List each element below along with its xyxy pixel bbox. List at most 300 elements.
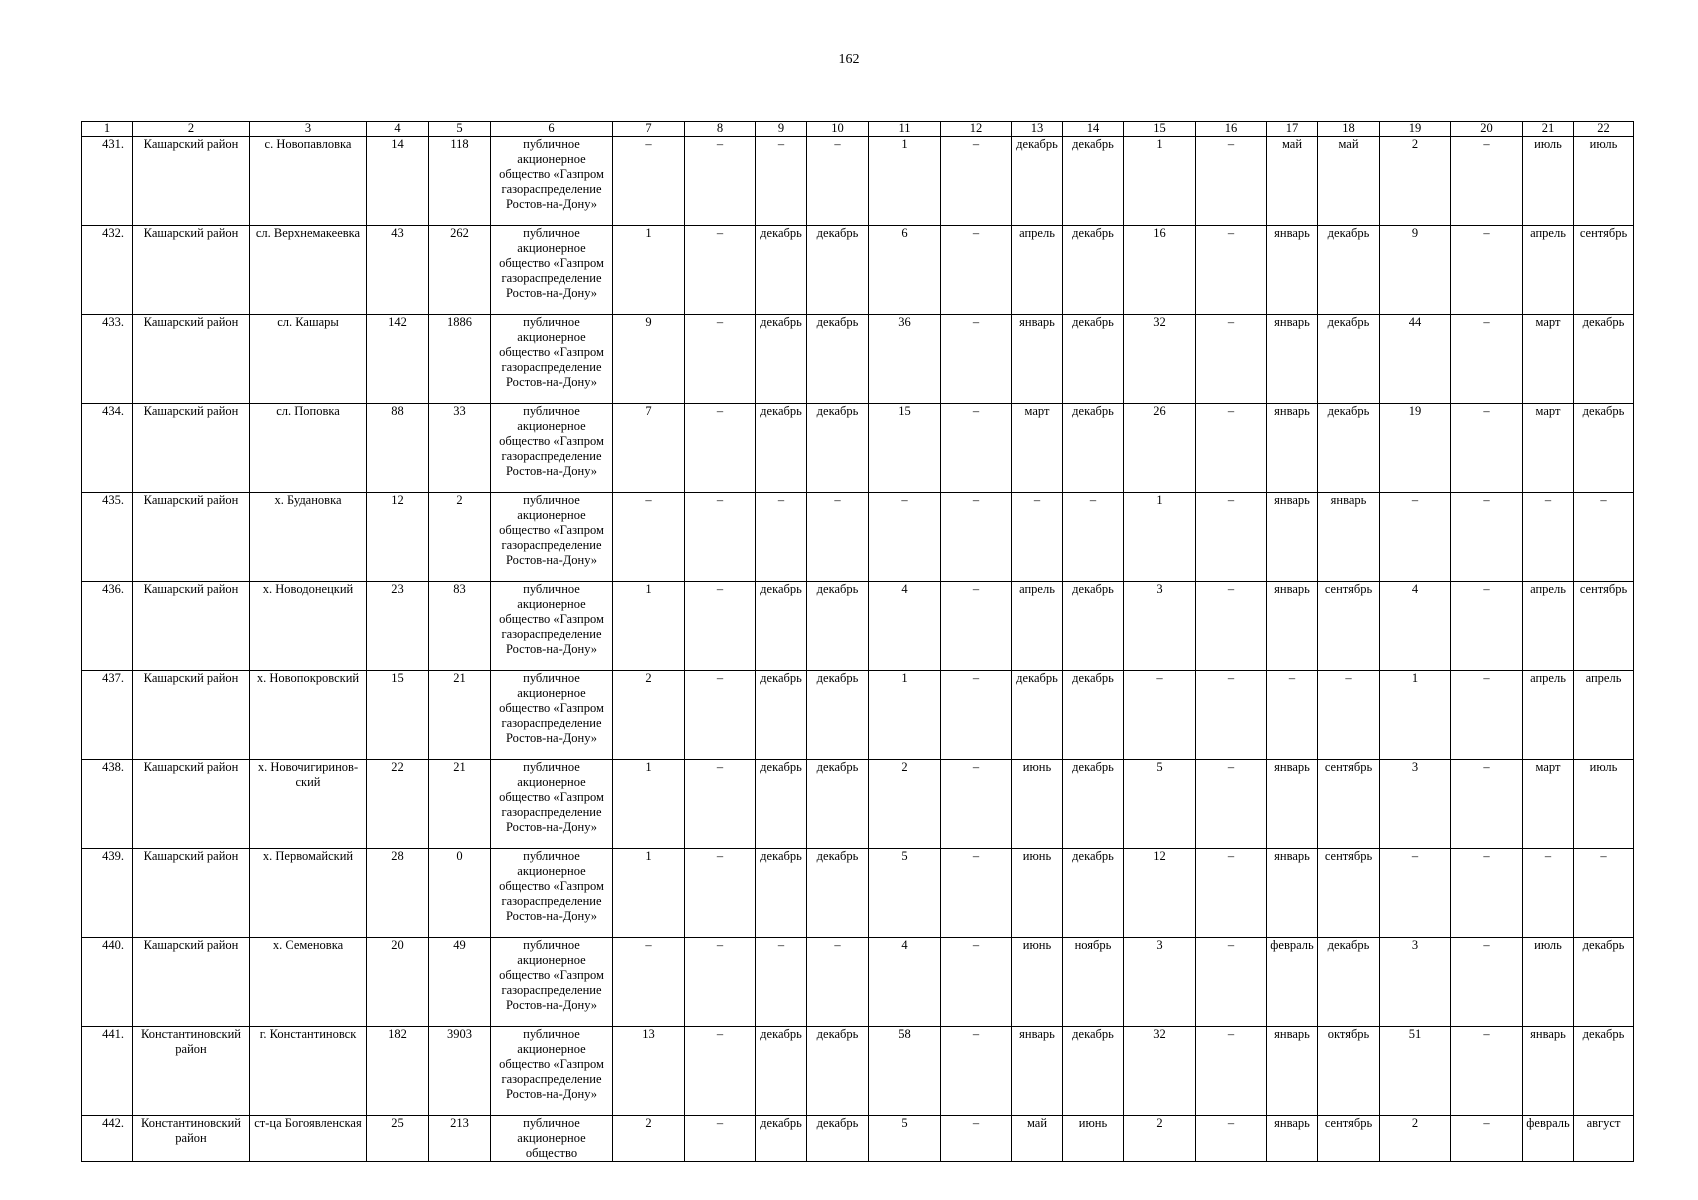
table-cell-col-14: декабрь bbox=[1063, 1027, 1124, 1116]
table-cell-col-20: – bbox=[1451, 1116, 1523, 1162]
table-cell-col-19: 44 bbox=[1380, 315, 1451, 404]
table-cell-col-7: 2 bbox=[613, 1116, 685, 1162]
table-cell-col-1: 439. bbox=[82, 849, 133, 938]
table-cell-col-20: – bbox=[1451, 760, 1523, 849]
table-cell-col-13: май bbox=[1012, 1116, 1063, 1162]
table-cell-col-8: – bbox=[685, 582, 756, 671]
table-cell-col-21: март bbox=[1523, 760, 1574, 849]
table-cell-col-20: – bbox=[1451, 315, 1523, 404]
table-cell-col-22: август bbox=[1574, 1116, 1634, 1162]
table-cell-col-11: 2 bbox=[869, 760, 941, 849]
table-cell-col-14: декабрь bbox=[1063, 760, 1124, 849]
column-header-2: 2 bbox=[133, 122, 250, 137]
table-cell-col-4: 22 bbox=[367, 760, 429, 849]
table-cell-col-13: декабрь bbox=[1012, 671, 1063, 760]
table-cell-col-14: декабрь bbox=[1063, 849, 1124, 938]
table-cell-col-10: декабрь bbox=[807, 760, 869, 849]
table-cell-col-10: – bbox=[807, 493, 869, 582]
table-cell-col-19: 3 bbox=[1380, 938, 1451, 1027]
table-cell-col-15: 3 bbox=[1124, 938, 1196, 1027]
table-cell-col-9: декабрь bbox=[756, 849, 807, 938]
table-cell-col-13: июнь bbox=[1012, 760, 1063, 849]
table-cell-col-4: 142 bbox=[367, 315, 429, 404]
table-row bbox=[82, 760, 1634, 849]
table-cell-col-13: апрель bbox=[1012, 226, 1063, 315]
column-header-3: 3 bbox=[250, 122, 367, 137]
table-cell-col-7: 1 bbox=[613, 760, 685, 849]
table-cell-col-17: январь bbox=[1267, 226, 1318, 315]
table-cell-col-14: июнь bbox=[1063, 1116, 1124, 1162]
table-cell-col-10: декабрь bbox=[807, 1027, 869, 1116]
table-cell-col-18: декабрь bbox=[1318, 404, 1380, 493]
column-header-4: 4 bbox=[367, 122, 429, 137]
table-cell-col-22: декабрь bbox=[1574, 938, 1634, 1027]
table-cell-col-16: – bbox=[1196, 760, 1267, 849]
column-header-13: 13 bbox=[1012, 122, 1063, 137]
table-cell-col-19: 9 bbox=[1380, 226, 1451, 315]
table-cell-col-2: Кашарский район bbox=[133, 671, 250, 760]
table-cell-col-6: публичное акционерное общество «Газпром газораспределение Ростов-на-Дону» bbox=[491, 226, 613, 315]
table-cell-col-3: х. Новодонецкий bbox=[250, 582, 367, 671]
table-cell-col-6: публичное акционерное общество «Газпром газораспределение Ростов-на-Дону» bbox=[491, 315, 613, 404]
table-cell-col-3: г. Константиновск bbox=[250, 1027, 367, 1116]
table-cell-col-11: 5 bbox=[869, 1116, 941, 1162]
column-header-22: 22 bbox=[1574, 122, 1634, 137]
table-cell-col-16: – bbox=[1196, 582, 1267, 671]
table-cell-col-12: – bbox=[941, 938, 1012, 1027]
table-cell-col-16: – bbox=[1196, 1027, 1267, 1116]
table-cell-col-11: – bbox=[869, 493, 941, 582]
table-cell-col-18: сентябрь bbox=[1318, 582, 1380, 671]
column-header-20: 20 bbox=[1451, 122, 1523, 137]
table-cell-col-1: 435. bbox=[82, 493, 133, 582]
table-cell-col-11: 4 bbox=[869, 582, 941, 671]
table-cell-col-13: апрель bbox=[1012, 582, 1063, 671]
table-cell-col-4: 14 bbox=[367, 137, 429, 226]
table-cell-col-15: 32 bbox=[1124, 1027, 1196, 1116]
table-cell-col-14: декабрь bbox=[1063, 137, 1124, 226]
table-cell-col-20: – bbox=[1451, 493, 1523, 582]
table-row bbox=[82, 1116, 1634, 1162]
table-cell-col-19: 2 bbox=[1380, 137, 1451, 226]
table-cell-col-2: Кашарский район bbox=[133, 849, 250, 938]
column-header-9: 9 bbox=[756, 122, 807, 137]
table-cell-col-6: публичное акционерное общество «Газпром газораспределение Ростов-на-Дону» bbox=[491, 582, 613, 671]
table-cell-col-8: – bbox=[685, 1116, 756, 1162]
table-cell-col-14: ноябрь bbox=[1063, 938, 1124, 1027]
table-cell-col-19: 51 bbox=[1380, 1027, 1451, 1116]
table-cell-col-1: 431. bbox=[82, 137, 133, 226]
table-cell-col-3: сл. Верхнемакеевка bbox=[250, 226, 367, 315]
table-cell-col-19: 2 bbox=[1380, 1116, 1451, 1162]
table-cell-col-7: – bbox=[613, 938, 685, 1027]
table-cell-col-5: 3903 bbox=[429, 1027, 491, 1116]
table-cell-col-16: – bbox=[1196, 849, 1267, 938]
column-number-row bbox=[82, 122, 1634, 137]
table-cell-col-6: публичное акционерное общество «Газпром газораспределение Ростов-на-Дону» bbox=[491, 493, 613, 582]
table-cell-col-9: декабрь bbox=[756, 1027, 807, 1116]
table-cell-col-19: 3 bbox=[1380, 760, 1451, 849]
column-header-12: 12 bbox=[941, 122, 1012, 137]
table-cell-col-13: январь bbox=[1012, 1027, 1063, 1116]
table-cell-col-22: – bbox=[1574, 493, 1634, 582]
table-cell-col-19: 19 bbox=[1380, 404, 1451, 493]
table-cell-col-2: Константиновский район bbox=[133, 1027, 250, 1116]
table-cell-col-11: 5 bbox=[869, 849, 941, 938]
column-header-5: 5 bbox=[429, 122, 491, 137]
table-cell-col-15: 3 bbox=[1124, 582, 1196, 671]
table-cell-col-12: – bbox=[941, 493, 1012, 582]
table-cell-col-5: 21 bbox=[429, 671, 491, 760]
table-cell-col-18: октябрь bbox=[1318, 1027, 1380, 1116]
table-cell-col-18: декабрь bbox=[1318, 226, 1380, 315]
table-cell-col-9: декабрь bbox=[756, 582, 807, 671]
table-cell-col-9: декабрь bbox=[756, 226, 807, 315]
table-cell-col-11: 58 bbox=[869, 1027, 941, 1116]
table-cell-col-4: 23 bbox=[367, 582, 429, 671]
table-cell-col-7: 1 bbox=[613, 849, 685, 938]
table-cell-col-6: публичное акционерное общество «Газпром газораспределение Ростов-на-Дону» bbox=[491, 938, 613, 1027]
table-cell-col-15: 5 bbox=[1124, 760, 1196, 849]
table-cell-col-14: декабрь bbox=[1063, 226, 1124, 315]
table-cell-col-5: 21 bbox=[429, 760, 491, 849]
column-header-8: 8 bbox=[685, 122, 756, 137]
table-cell-col-4: 182 bbox=[367, 1027, 429, 1116]
table-cell-col-20: – bbox=[1451, 671, 1523, 760]
table-cell-col-8: – bbox=[685, 938, 756, 1027]
table-cell-col-15: – bbox=[1124, 671, 1196, 760]
table-cell-col-11: 15 bbox=[869, 404, 941, 493]
table-cell-col-10: декабрь bbox=[807, 226, 869, 315]
table-row bbox=[82, 1027, 1634, 1116]
table-cell-col-3: х. Семеновка bbox=[250, 938, 367, 1027]
table-cell-col-8: – bbox=[685, 493, 756, 582]
table-cell-col-7: 2 bbox=[613, 671, 685, 760]
table-row bbox=[82, 582, 1634, 671]
table-cell-col-12: – bbox=[941, 582, 1012, 671]
table-cell-col-1: 442. bbox=[82, 1116, 133, 1162]
table-cell-col-6: публичное акционерное общество «Газпром газораспределение Ростов-на-Дону» bbox=[491, 137, 613, 226]
table-cell-col-1: 434. bbox=[82, 404, 133, 493]
table-cell-col-15: 1 bbox=[1124, 493, 1196, 582]
column-header-7: 7 bbox=[613, 122, 685, 137]
table-cell-col-3: х. Новочигиринов-ский bbox=[250, 760, 367, 849]
table-cell-col-22: декабрь bbox=[1574, 1027, 1634, 1116]
table-body bbox=[82, 137, 1634, 1162]
table-cell-col-5: 1886 bbox=[429, 315, 491, 404]
table-cell-col-5: 33 bbox=[429, 404, 491, 493]
table-cell-col-16: – bbox=[1196, 671, 1267, 760]
table-cell-col-9: декабрь bbox=[756, 404, 807, 493]
table-cell-col-8: – bbox=[685, 1027, 756, 1116]
table-row bbox=[82, 226, 1634, 315]
table-cell-col-19: 1 bbox=[1380, 671, 1451, 760]
table-cell-col-1: 433. bbox=[82, 315, 133, 404]
table-cell-col-20: – bbox=[1451, 849, 1523, 938]
table-cell-col-7: 9 bbox=[613, 315, 685, 404]
table-cell-col-21: июль bbox=[1523, 938, 1574, 1027]
table-cell-col-16: – bbox=[1196, 137, 1267, 226]
table-cell-col-12: – bbox=[941, 315, 1012, 404]
table-cell-col-10: декабрь bbox=[807, 849, 869, 938]
table-cell-col-14: декабрь bbox=[1063, 404, 1124, 493]
table-cell-col-17: январь bbox=[1267, 760, 1318, 849]
table-row bbox=[82, 315, 1634, 404]
table-cell-col-21: апрель bbox=[1523, 671, 1574, 760]
table-cell-col-4: 88 bbox=[367, 404, 429, 493]
table-cell-col-15: 1 bbox=[1124, 137, 1196, 226]
table-cell-col-4: 15 bbox=[367, 671, 429, 760]
table-cell-col-16: – bbox=[1196, 226, 1267, 315]
table-cell-col-18: сентябрь bbox=[1318, 760, 1380, 849]
column-header-15: 15 bbox=[1124, 122, 1196, 137]
column-header-6: 6 bbox=[491, 122, 613, 137]
table-cell-col-2: Кашарский район bbox=[133, 315, 250, 404]
table-cell-col-9: – bbox=[756, 493, 807, 582]
table-cell-col-6: публичное акционерное общество «Газпром газораспределение Ростов-на-Дону» bbox=[491, 404, 613, 493]
table-cell-col-22: июль bbox=[1574, 760, 1634, 849]
table-cell-col-20: – bbox=[1451, 137, 1523, 226]
table-cell-col-21: апрель bbox=[1523, 226, 1574, 315]
table-cell-col-22: – bbox=[1574, 849, 1634, 938]
table-cell-col-5: 0 bbox=[429, 849, 491, 938]
table-cell-col-19: – bbox=[1380, 849, 1451, 938]
table-cell-col-12: – bbox=[941, 671, 1012, 760]
table-cell-col-1: 438. bbox=[82, 760, 133, 849]
table-cell-col-22: сентябрь bbox=[1574, 582, 1634, 671]
table-cell-col-17: январь bbox=[1267, 493, 1318, 582]
table-cell-col-14: декабрь bbox=[1063, 315, 1124, 404]
table-cell-col-11: 4 bbox=[869, 938, 941, 1027]
table-cell-col-13: март bbox=[1012, 404, 1063, 493]
table-cell-col-15: 2 bbox=[1124, 1116, 1196, 1162]
table-cell-col-3: х. Будановка bbox=[250, 493, 367, 582]
table-cell-col-1: 441. bbox=[82, 1027, 133, 1116]
table-cell-col-12: – bbox=[941, 226, 1012, 315]
table-cell-col-8: – bbox=[685, 760, 756, 849]
table-cell-col-15: 26 bbox=[1124, 404, 1196, 493]
table-cell-col-14: декабрь bbox=[1063, 582, 1124, 671]
table-cell-col-18: декабрь bbox=[1318, 938, 1380, 1027]
table-cell-col-22: декабрь bbox=[1574, 315, 1634, 404]
table-cell-col-7: 13 bbox=[613, 1027, 685, 1116]
table-cell-col-20: – bbox=[1451, 404, 1523, 493]
table-cell-col-14: декабрь bbox=[1063, 671, 1124, 760]
table-cell-col-18: декабрь bbox=[1318, 315, 1380, 404]
table-cell-col-19: – bbox=[1380, 493, 1451, 582]
table-cell-col-2: Константиновский район bbox=[133, 1116, 250, 1162]
table-cell-col-1: 436. bbox=[82, 582, 133, 671]
table-cell-col-7: 1 bbox=[613, 582, 685, 671]
table-cell-col-11: 6 bbox=[869, 226, 941, 315]
table-cell-col-1: 432. bbox=[82, 226, 133, 315]
table-cell-col-17: январь bbox=[1267, 582, 1318, 671]
table-cell-col-8: – bbox=[685, 404, 756, 493]
table-cell-col-7: 1 bbox=[613, 226, 685, 315]
table-cell-col-8: – bbox=[685, 849, 756, 938]
table-cell-col-22: декабрь bbox=[1574, 404, 1634, 493]
table-cell-col-6: публичное акционерное общество «Газпром газораспределение Ростов-на-Дону» bbox=[491, 760, 613, 849]
column-header-21: 21 bbox=[1523, 122, 1574, 137]
table-cell-col-13: – bbox=[1012, 493, 1063, 582]
table-cell-col-18: сентябрь bbox=[1318, 1116, 1380, 1162]
table-cell-col-16: – bbox=[1196, 938, 1267, 1027]
table-cell-col-18: январь bbox=[1318, 493, 1380, 582]
table-cell-col-10: декабрь bbox=[807, 315, 869, 404]
table-cell-col-20: – bbox=[1451, 1027, 1523, 1116]
table-cell-col-13: декабрь bbox=[1012, 137, 1063, 226]
table-cell-col-21: июль bbox=[1523, 137, 1574, 226]
table-cell-col-2: Кашарский район bbox=[133, 582, 250, 671]
table-cell-col-2: Кашарский район bbox=[133, 938, 250, 1027]
table-cell-col-9: декабрь bbox=[756, 1116, 807, 1162]
table-cell-col-14: – bbox=[1063, 493, 1124, 582]
column-header-19: 19 bbox=[1380, 122, 1451, 137]
table-cell-col-20: – bbox=[1451, 938, 1523, 1027]
table-cell-col-2: Кашарский район bbox=[133, 760, 250, 849]
table-cell-col-17: январь bbox=[1267, 1116, 1318, 1162]
table-cell-col-9: декабрь bbox=[756, 760, 807, 849]
table-cell-col-6: публичное акционерное общество «Газпром газораспределение Ростов-на-Дону» bbox=[491, 671, 613, 760]
table-cell-col-11: 1 bbox=[869, 671, 941, 760]
table-cell-col-17: – bbox=[1267, 671, 1318, 760]
table-cell-col-16: – bbox=[1196, 493, 1267, 582]
table-cell-col-17: январь bbox=[1267, 849, 1318, 938]
column-header-16: 16 bbox=[1196, 122, 1267, 137]
table-cell-col-17: январь bbox=[1267, 315, 1318, 404]
column-header-18: 18 bbox=[1318, 122, 1380, 137]
table-cell-col-1: 437. bbox=[82, 671, 133, 760]
table-cell-col-21: – bbox=[1523, 849, 1574, 938]
table-cell-col-16: – bbox=[1196, 404, 1267, 493]
column-header-14: 14 bbox=[1063, 122, 1124, 137]
table-cell-col-9: декабрь bbox=[756, 315, 807, 404]
table-cell-col-18: сентябрь bbox=[1318, 849, 1380, 938]
table-cell-col-5: 118 bbox=[429, 137, 491, 226]
table-cell-col-13: июнь bbox=[1012, 938, 1063, 1027]
table-row bbox=[82, 404, 1634, 493]
table-cell-col-7: 7 bbox=[613, 404, 685, 493]
table-cell-col-5: 262 bbox=[429, 226, 491, 315]
table-row bbox=[82, 938, 1634, 1027]
column-header-1: 1 bbox=[82, 122, 133, 137]
table-cell-col-9: декабрь bbox=[756, 671, 807, 760]
column-header-10: 10 bbox=[807, 122, 869, 137]
table-cell-col-13: январь bbox=[1012, 315, 1063, 404]
table-cell-col-12: – bbox=[941, 404, 1012, 493]
table-cell-col-15: 16 bbox=[1124, 226, 1196, 315]
table-cell-col-8: – bbox=[685, 226, 756, 315]
table-cell-col-9: – bbox=[756, 137, 807, 226]
table-cell-col-5: 213 bbox=[429, 1116, 491, 1162]
table-cell-col-3: сл. Кашары bbox=[250, 315, 367, 404]
table-cell-col-5: 49 bbox=[429, 938, 491, 1027]
table-cell-col-22: июль bbox=[1574, 137, 1634, 226]
table-cell-col-17: февраль bbox=[1267, 938, 1318, 1027]
table-cell-col-17: май bbox=[1267, 137, 1318, 226]
table-cell-col-10: – bbox=[807, 938, 869, 1027]
page-number: 162 bbox=[838, 52, 860, 67]
table-cell-col-1: 440. bbox=[82, 938, 133, 1027]
table-cell-col-7: – bbox=[613, 493, 685, 582]
table-cell-col-12: – bbox=[941, 1116, 1012, 1162]
table-cell-col-19: 4 bbox=[1380, 582, 1451, 671]
table-cell-col-3: сл. Поповка bbox=[250, 404, 367, 493]
table-cell-col-18: – bbox=[1318, 671, 1380, 760]
column-header-17: 17 bbox=[1267, 122, 1318, 137]
table-cell-col-10: декабрь bbox=[807, 1116, 869, 1162]
table-cell-col-21: апрель bbox=[1523, 582, 1574, 671]
table-cell-col-9: – bbox=[756, 938, 807, 1027]
table-row bbox=[82, 671, 1634, 760]
table-cell-col-10: декабрь bbox=[807, 404, 869, 493]
table-cell-col-8: – bbox=[685, 137, 756, 226]
table-cell-col-16: – bbox=[1196, 315, 1267, 404]
table-cell-col-12: – bbox=[941, 849, 1012, 938]
table-cell-col-21: февраль bbox=[1523, 1116, 1574, 1162]
table-cell-col-11: 1 bbox=[869, 137, 941, 226]
table-cell-col-4: 25 bbox=[367, 1116, 429, 1162]
table-cell-col-4: 20 bbox=[367, 938, 429, 1027]
table-cell-col-6: публичное акционерное общество «Газпром газораспределение Ростов-на-Дону» bbox=[491, 849, 613, 938]
table-cell-col-18: май bbox=[1318, 137, 1380, 226]
table-cell-col-5: 2 bbox=[429, 493, 491, 582]
table-row bbox=[82, 137, 1634, 226]
table-cell-col-3: ст-ца Богоявленская bbox=[250, 1116, 367, 1162]
table-cell-col-8: – bbox=[685, 671, 756, 760]
table-cell-col-4: 28 bbox=[367, 849, 429, 938]
table-cell-col-3: х. Первомайский bbox=[250, 849, 367, 938]
table-cell-col-10: декабрь bbox=[807, 671, 869, 760]
table-cell-col-17: январь bbox=[1267, 1027, 1318, 1116]
table-cell-col-7: – bbox=[613, 137, 685, 226]
table-cell-col-4: 43 bbox=[367, 226, 429, 315]
column-header-11: 11 bbox=[869, 122, 941, 137]
table-cell-col-20: – bbox=[1451, 226, 1523, 315]
table-cell-col-6: публичное акционерное общество bbox=[491, 1116, 613, 1162]
table-cell-col-11: 36 bbox=[869, 315, 941, 404]
table-cell-col-2: Кашарский район bbox=[133, 493, 250, 582]
table-cell-col-22: апрель bbox=[1574, 671, 1634, 760]
table-cell-col-20: – bbox=[1451, 582, 1523, 671]
table-cell-col-12: – bbox=[941, 760, 1012, 849]
table-cell-col-2: Кашарский район bbox=[133, 226, 250, 315]
table-cell-col-6: публичное акционерное общество «Газпром газораспределение Ростов-на-Дону» bbox=[491, 1027, 613, 1116]
table-cell-col-4: 12 bbox=[367, 493, 429, 582]
table-cell-col-17: январь bbox=[1267, 404, 1318, 493]
table-cell-col-15: 12 bbox=[1124, 849, 1196, 938]
table-cell-col-2: Кашарский район bbox=[133, 137, 250, 226]
table-cell-col-3: с. Новопавловка bbox=[250, 137, 367, 226]
data-table bbox=[81, 121, 1634, 1162]
table-row bbox=[82, 849, 1634, 938]
table-cell-col-16: – bbox=[1196, 1116, 1267, 1162]
table-cell-col-5: 83 bbox=[429, 582, 491, 671]
table-cell-col-13: июнь bbox=[1012, 849, 1063, 938]
table-row bbox=[82, 493, 1634, 582]
table-cell-col-21: январь bbox=[1523, 1027, 1574, 1116]
table-cell-col-12: – bbox=[941, 1027, 1012, 1116]
table-cell-col-10: декабрь bbox=[807, 582, 869, 671]
table-cell-col-8: – bbox=[685, 315, 756, 404]
table-cell-col-21: март bbox=[1523, 315, 1574, 404]
table-cell-col-3: х. Новопокровский bbox=[250, 671, 367, 760]
table-cell-col-12: – bbox=[941, 137, 1012, 226]
table-cell-col-10: – bbox=[807, 137, 869, 226]
table-cell-col-22: сентябрь bbox=[1574, 226, 1634, 315]
table-cell-col-21: март bbox=[1523, 404, 1574, 493]
table-cell-col-21: – bbox=[1523, 493, 1574, 582]
